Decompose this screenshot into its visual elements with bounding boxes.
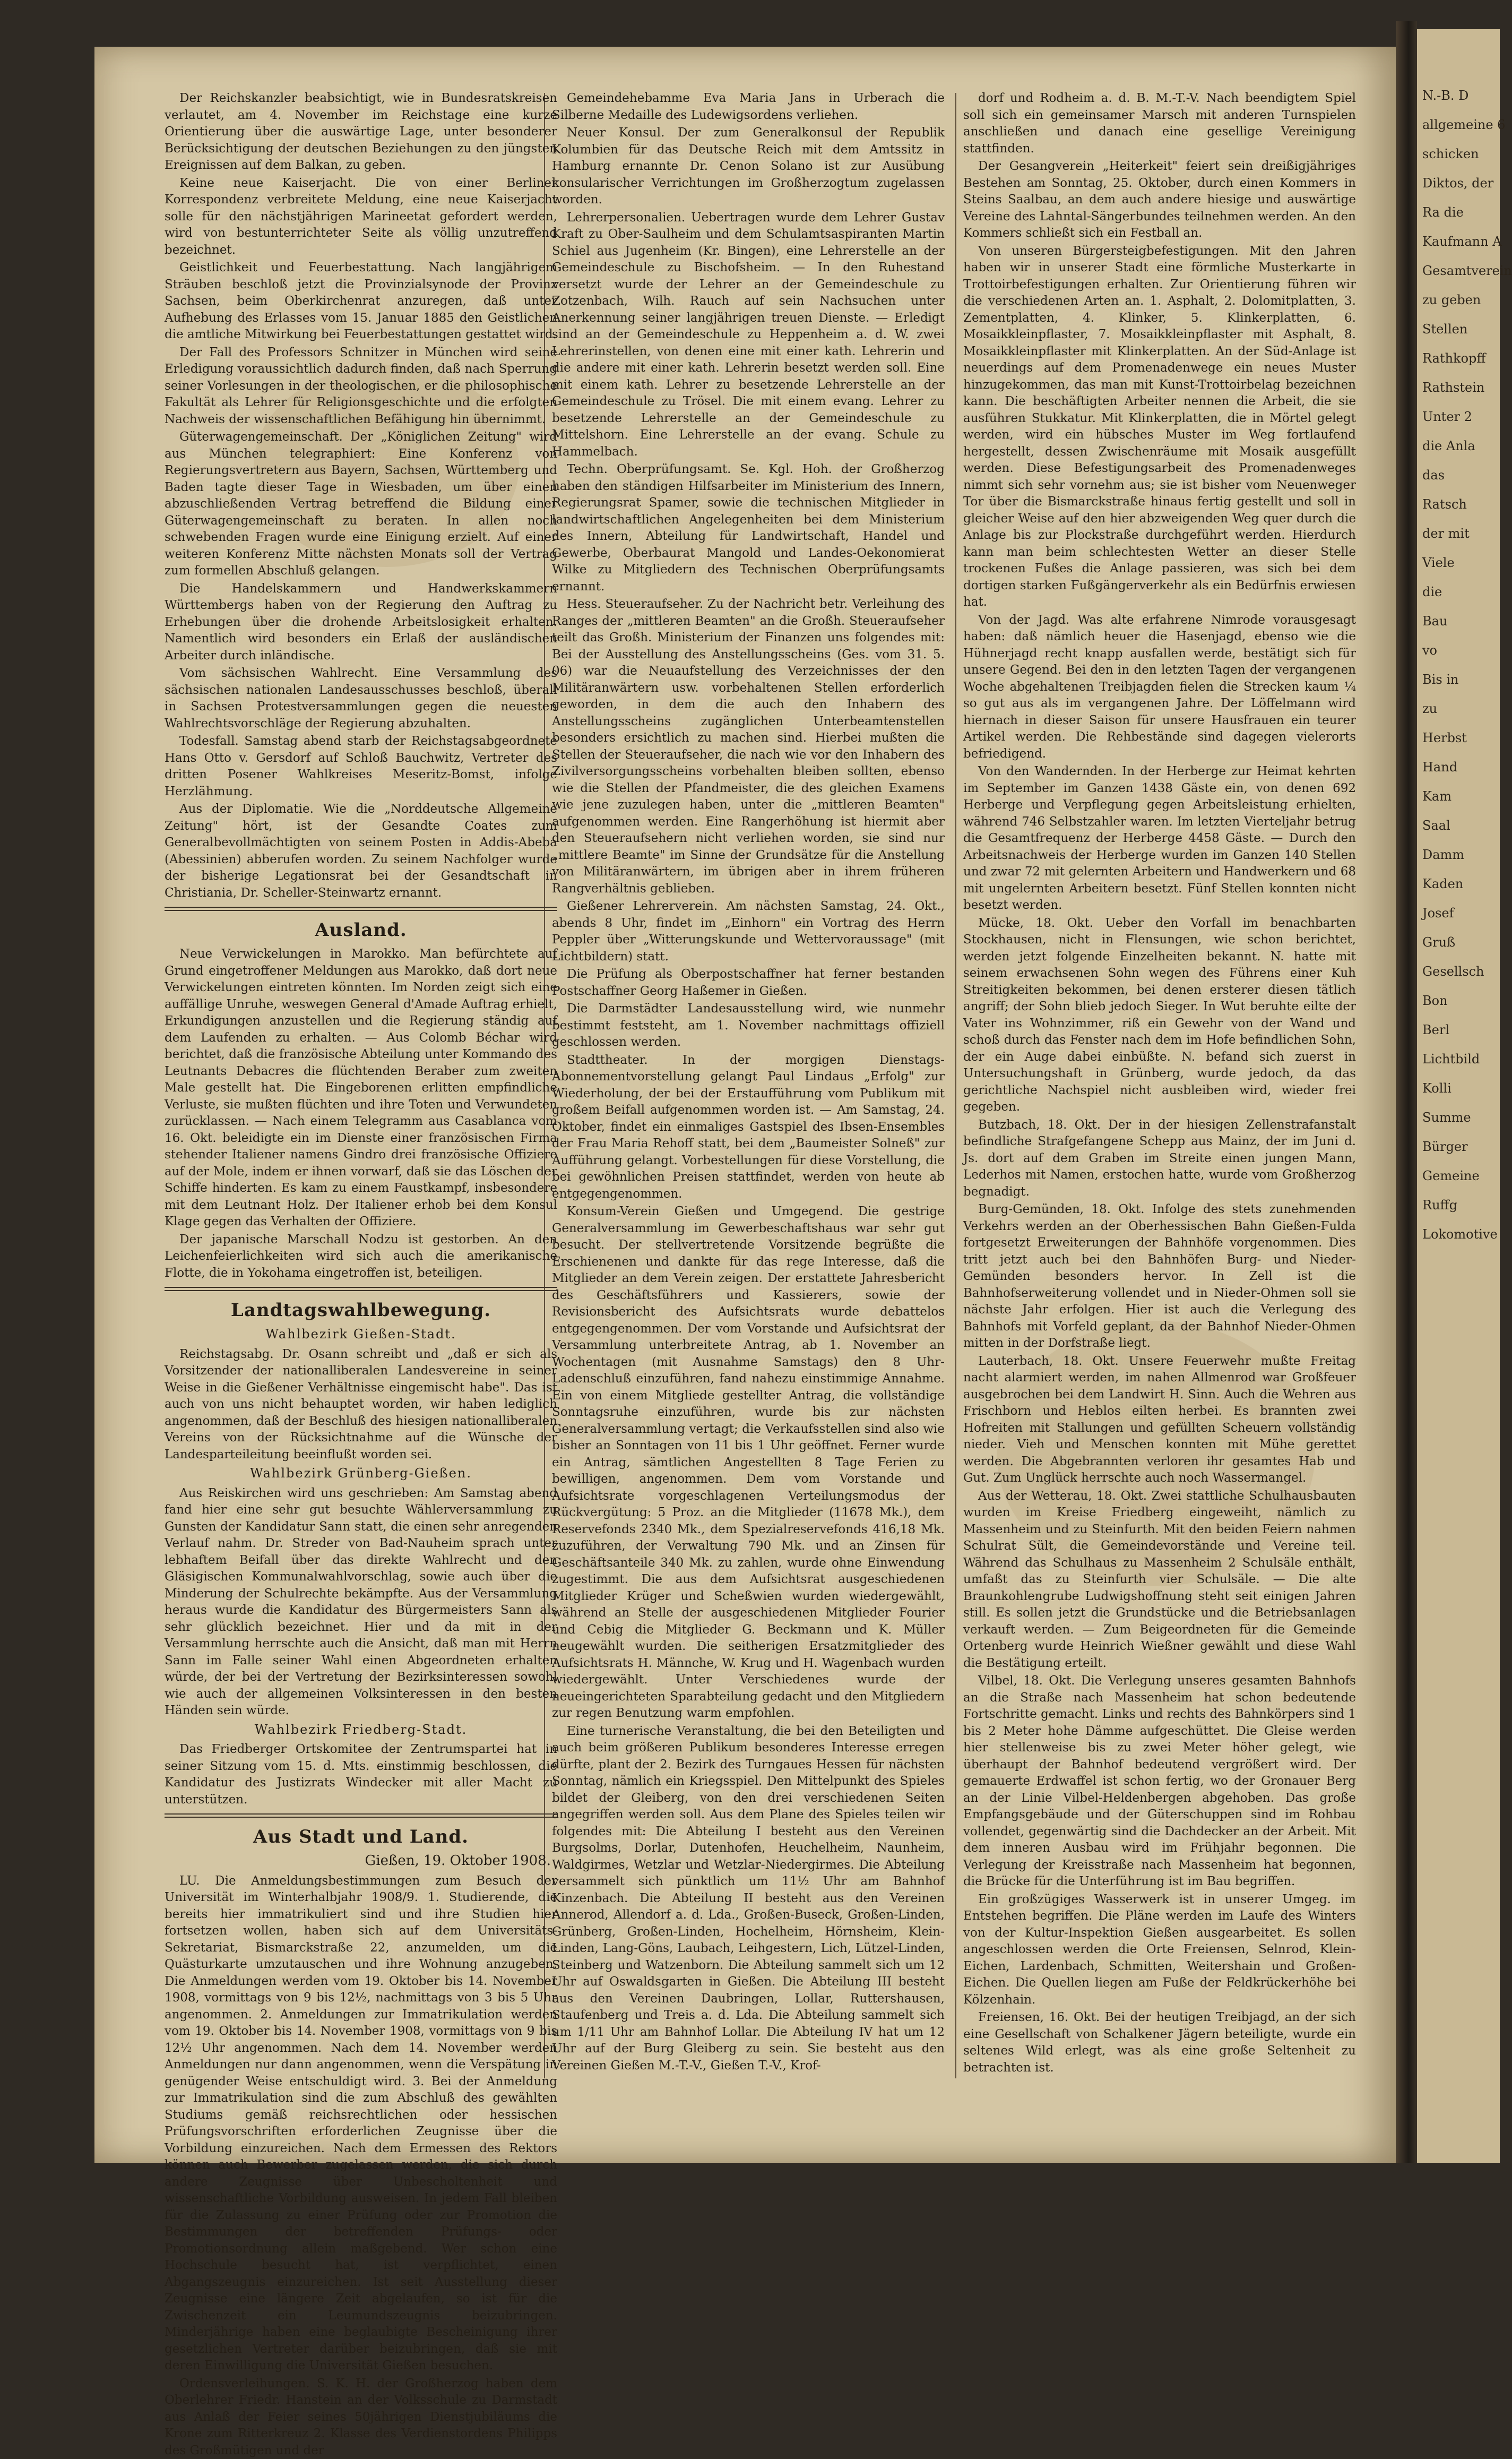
article-paragraph: Von unseren Bürgersteigbefestigungen. Mit den Jahren haben wir in unserer Stadt eine förmliche Musterkarte in Trottoirbefestigungen erhalten. Zur Orientierung führen wir die verschiedenen Arten an. 1. Asphalt, 2. Dolomitplatten, 3. Zementplatten, 4. Klinker, 5. Klinkerplatten, 6. Mosaikkleinpflaster, 7. Mosaikkleinpflaster mit Asphalt, 8. Mosaikkleinpflaster mit Klinkerplatten. An der Süd-Anlage ist neuerdings auf dem Promenadenwege ein neues Muster hinzugekommen, das man mit Kunst-Trottoirbelag bezeichnen kann. Die beschäftigten Arbeiter nennen die Arbeit, die sie ausführen Stukkatur. Mit Klinkerplatten, die in Mörtel gelegt werden, wird ein hübsches Muster im Weg fortlaufend hergestellt, dessen Zwischenräume mit Mosaik ausgefüllt werden. Diese Befestigungsarbeit des Promenadenweges nimmt sich sehr vornehm aus; sie ist bisher vom Neuenweger Tor über die Bismarckstraße hinaus fertig gestellt und soll in gleicher Weise auf den hier abzweigenden Weg quer durch die Anlage bis zur Plockstraße durchgeführt werden. Hierdurch kann man beim schlechtesten Wetter an dieser Stelle trockenen Fußes die Anlage passieren, was sich bei dem dortigen starken Fußgängerverkehr als ein Bedürfnis erwiesen hat. <box>963 243 1356 611</box>
facing-page-fragment: Ra die <box>1417 204 1500 221</box>
facing-page-fragment: das <box>1417 467 1500 484</box>
facing-page-fragment: allgemeine 6 <box>1417 117 1500 133</box>
article-paragraph: Mücke, 18. Okt. Ueber den Vorfall im benachbarten Stockhausen, nicht in Flensungen, wie schon berichtet, werden jetzt folgende Einzelheiten bekannt. N. hatte mit seinem erwachsenen Sohn wegen des Führens einer Kuh Streitigkeiten bekommen, bei denen ersterer diesen tätlich angriff; der Sohn blieb jedoch Sieger. In Wut beruhte eilte der Vater ins Wohnzimmer, riß ein Gewehr von der Wand und schoß durch das Fenster nach dem im Hofe befindlichen Sohn, der ein Auge dabei einbüßte. N. befand sich zuerst in Untersuchungshaft in Grünberg, wurde jedoch, da das gerichtliche Nachspiel nicht ausbleiben wird, wieder frei gegeben. <box>963 915 1356 1116</box>
article-paragraph: Vom sächsischen Wahlrecht. Eine Versammlung des sächsischen nationalen Landesausschusses beschloß, überall in Sachsen Protestversammlungen gegen die neuesten Wahlrechtsvorschläge der Regierung abzuhalten. <box>165 665 557 732</box>
facing-page-fragment: Ruffg <box>1417 1197 1500 1214</box>
article-paragraph: Gießener Lehrerverein. Am nächsten Samstag, 24. Okt., abends 8 Uhr, findet im „Einhorn" ein Vortrag des Herrn Peppler über „Witterungskunde und Wettervoraussage" (mit Lichtbildern) statt. <box>552 898 945 965</box>
facing-page-fragment: Berl <box>1417 1022 1500 1038</box>
section-heading-landtagswahl: Landtagswahlbewegung. <box>165 1299 557 1322</box>
facing-page-fragment: N.-B. D <box>1417 88 1500 104</box>
facing-page-fragment: Kaden <box>1417 876 1500 892</box>
facing-page-fragment: die <box>1417 584 1500 600</box>
facing-page-fragment: Diktos, der <box>1417 175 1500 192</box>
facing-page-fragment: Rathstein <box>1417 380 1500 396</box>
facing-page-fragment: Gesamtverein <box>1417 263 1500 279</box>
facing-page-fragment: Bon <box>1417 993 1500 1009</box>
article-paragraph: Neuer Konsul. Der zum Generalkonsul der Republik Kolumbien für das Deutsche Reich mit dem Amtssitz in Hamburg ernannte Dr. Cenon Solano ist zur Ausübung konsularischer Verrichtungen im Großherzogtum zugelassen worden. <box>552 125 945 209</box>
facing-page-fragment: Kam <box>1417 788 1500 805</box>
article-paragraph: Gemeindehebamme Eva Maria Jans in Urberach die Silberne Medaille des Ludewigsordens verliehen. <box>552 90 945 124</box>
subheading: Wahlbezirk Gießen-Stadt. <box>165 1326 557 1343</box>
facing-page-fragment: Gemeine <box>1417 1168 1500 1184</box>
article-paragraph: Der japanische Marschall Nodzu ist gestorben. An den Leichenfeierlichkeiten wird sich auch die amerikanische Flotte, die in Yokohama eingetroffen ist, beteiligen. <box>165 1232 557 1282</box>
subheading: Wahlbezirk Friedberg-Stadt. <box>165 1722 557 1739</box>
article-paragraph: Geistlichkeit und Feuerbestattung. Nach langjährigem Sträuben beschloß jetzt die Provinzialsynode der Provinz Sachsen, beim Oberkirchenrat anzuregen, daß unter Aufhebung des Erlasses vom 15. Januar 1885 den Geistlichen die amtliche Mitwirkung bei Feuerbestattungen gestattet wird. <box>165 260 557 343</box>
article-paragraph: Todesfall. Samstag abend starb der Reichstagsabgeordnete Hans Otto v. Gersdorf auf Schloß Bauchwitz, Vertreter des dritten Posener Wahlkreises Meseritz-Bomst, infolge Herzlähmung. <box>165 733 557 800</box>
article-paragraph: Von den Wandernden. In der Herberge zur Heimat kehrten im September im Ganzen 1438 Gäste ein, von denen 692 Herberge und Verpflegung gegen Arbeitsleistung erhielten, während 746 Selbstzahler waren. Im letzten Vierteljahr betrug die Gesamtfrequenz der Herberge 4458 Gäste. — Durch den Arbeitsnachweis der Herberge wurden im Ganzen 140 Stellen und zwar 72 mit gelernten Arbeitern und Handwerkern und 68 mit ungelernten Arbeitern besetzt. Fünf Stellen konnten nicht besetzt werden. <box>963 763 1356 914</box>
article-paragraph: Aus der Diplomatie. Wie die „Norddeutsche Allgemeine Zeitung" hört, ist der Gesandte Coates zum Generalbevollmächtigten von seinem Posten in Addis-Abeba (Abessinien) abberufen worden. Zu seinem Nachfolger wurde der bisherige Legationsrat bei der Gesandtschaft in Christiania, Dr. Scheller-Steinwartz ernannt. <box>165 801 557 901</box>
article-paragraph: Ein großzügiges Wasserwerk ist in unserer Umgeg. im Entstehen begriffen. Die Pläne werden im Laufe des Winters von der Kultur-Inspektion Gießen ausgearbeitet. Es sollen angeschlossen werden die Orte Freiensen, Selnrod, Klein-Eichen, Lardenbach, Schmitten, Weitershain und Großen-Eichen. Die Quellen liegen am Fuße der Feldkrückerhöhe bei Kölzenhain. <box>963 1891 1356 2009</box>
facing-page-fragment: vo <box>1417 642 1500 659</box>
article-paragraph: Butzbach, 18. Okt. Der in der hiesigen Zellenstrafanstalt befindliche Strafgefangene Schepp aus Mainz, der im Juni d. Js. dort auf dem Graben im Streite einen jungen Mann, Lederhos mit Namen, erstochen hatte, wurde vom Großherzog begnadigt. <box>963 1117 1356 1201</box>
article-paragraph: Der Gesangverein „Heiterkeit" feiert sein dreißigjähriges Bestehen am Sonntag, 25. Oktober, durch einen Kommers in Steins Saalbau, an dem auch andere hiesige und auswärtige Vereine des Lahntal-Sängerbundes teilnehmen werden. An den Kommers schließt sich ein Festball an. <box>963 158 1356 242</box>
facing-page-fragment: der mit <box>1417 526 1500 542</box>
article-paragraph: Lehrerpersonalien. Uebertragen wurde dem Lehrer Gustav Kraft zu Ober-Saulheim und dem Schulamtsaspiranten Martin Schiel aus Jugenheim (Kr. Bingen), eine Lehrerstelle an der Gemeindeschule zu Bischofsheim. — In den Ruhestand versetzt wurde der Lehrer an der Gemeindeschule zu Zotzenbach, Wilh. Rauch auf sein Nachsuchen unter Anerkennung seiner langjährigen treuen Dienste. — Erledigt sind an der Gemeindeschule zu Heppenheim a. d. W. zwei Lehrerinstellen, von denen eine mit einer kath. Lehrerin und die andere mit einer kath. Lehrerin besetzt werden soll. Eine mit einem kath. Lehrer zu besetzende Lehrerstelle an der Gemeindeschule zu Trösel. Die mit einem evang. Lehrer zu besetzende Lehrerstelle an der Gemeindeschule zu Mittelshorn. Eine Lehrerstelle an der evang. Schule zu Hammelbach. <box>552 210 945 461</box>
article-paragraph: Konsum-Verein Gießen und Umgegend. Die gestrige Generalversammlung im Gewerbeschaftshaus war sehr gut besucht. Der stellvertretende Vorsitzende begrüßte die Erschienenen und dankte für das rege Interesse, daß die Mitglieder an dem Verein zeigen. Der erstattete Jahresbericht des Geschäftsführers und Kassierers, sowie der Revisionsbericht des Aufsichtsrats wurde debattelos entgegengenommen. Der vom Vorstande und Aufsichtsrat der Versammlung unterbreitete Antrag, ab 1. November an Wochentagen (mit Ausnahme Samstags) den 8 Uhr-Ladenschluß einzuführen, fand nahezu einstimmige Annahme. Ein von einem Mitgliede gestellter Antrag, die vollständige Sonntagsruhe einzuführen, wurde bis zur nächsten Generalversammlung vertagt; die Verkaufsstellen sind also wie bisher an Sonntagen von 11 bis 1 Uhr geöffnet. Ferner wurde ein Antrag, sämtlichen Angestellten 8 Tage Ferien zu bewilligen, angenommen. Dem vom Vorstande und Aufsichtsrate vorgeschlagenen Verteilungsmodus der Rückvergütung: 5 Proz. an die Mitglieder (11678 Mk.), dem Reservefonds 2340 Mk., dem Spezialreservefonds 416,18 Mk. zuzuführen, der Verwaltung 790 Mk. und an Zinsen für Geschäftsanteile 340 Mk. zu zahlen, wurde ohne Einwendung zugestimmt. Die aus dem Aufsichtsrat ausgeschiedenen Mitglieder Krüger und Scheßwien wurden wiedergewählt, während an Stelle der ausgeschiedenen Mitglieder Fourier und Cebig die Mitglieder G. Beckmann und K. Müller neugewählt wurden. Die seitherigen Ersatzmitglieder des Aufsichtsrats H. Männche, W. Krug und H. Wagenbach wurden wiedergewählt. Unter Verschiedenes wurde der neueingerichteten Sparabteilung gedacht und den Mitgliedern zur regen Benutzung warm empfohlen. <box>552 1203 945 1722</box>
article-paragraph: Aus Reiskirchen wird uns geschrieben: Am Samstag abend fand hier eine sehr gut besuchte Wählerversammlung zu Gunsten der Kandidatur Sann statt, die einen sehr anregenden Verlauf nahm. Dr. Streder von Bad-Nauheim sprach unter lebhaftem Beifall über das direkte Wahlrecht und den Gläsigischen Kommunalwahlvorschlag, sowie auch über die Minderung der Schulrechte bekämpfte. Aus der Versammlung heraus wurde die Kandidatur des Bürgermeisters Sann als sehr glücklich bezeichnet. Hier und da mit in der Versammlung herrschte auch die Ansicht, daß man mit Herrn Sann im Falle seiner Wahl einen Abgeordneten erhalten würde, der bei der Vertretung der Bezirksinteressen sowohl wie auch der allgemeinen Volksinteressen in den besten Händen sein würde. <box>165 1485 557 1719</box>
page-fold <box>1396 21 1417 2163</box>
facing-page-fragment: Lokomotive <box>1417 1226 1500 1243</box>
facing-page-fragment: Rathkopff <box>1417 350 1500 367</box>
article-paragraph: Güterwagengemeinschaft. Der „Königlichen Zeitung" wird aus München telegraphiert: Eine Konferenz von Regierungsvertretern aus Bayern, Sachsen, Württemberg und Baden tagte dieser Tage in Wiesbaden, um über einen abzuschließenden Vertrag betreffend die Bildung einer Güterwagengemeinschaft zu beraten. In allen noch schwebenden Fragen wurde eine Einigung erzielt. Auf einer weiteren Konferenz Mitte nächsten Monats soll der Vertrag zum formellen Abschluß gelangen. <box>165 429 557 580</box>
section-heading-ausland: Ausland. <box>165 918 557 942</box>
facing-page-fragment: die Anla <box>1417 438 1500 454</box>
section-heading-stadt-und-land: Aus Stadt und Land. <box>165 1825 557 1848</box>
facing-page-fragment: Bis in <box>1417 672 1500 688</box>
article-paragraph: Der Reichskanzler beabsichtigt, wie in Bundesratskreisen verlautet, am 4. November im Reichstage eine kurze Orientierung über die auswärtige Lage, unter besonderer Berücksichtigung der deutschen Beziehungen zu den jüngsten Ereignissen auf dem Balkan, zu geben. <box>165 90 557 174</box>
article-paragraph: Hess. Steueraufseher. Zu der Nachricht betr. Verleihung des Ranges der „mittleren Beamten" an die Großh. Steueraufseher teilt das Großh. Ministerium der Finanzen uns folgendes mit: Bei der Ausstellung des Anstellungsscheins (Ges. vom 31. 5. 06) war die Neuaufstellung des Verzeichnisses der den Militäranwärtern usw. vorbehaltenen Stellen erforderlich geworden, in dem die auch den Inhabern des Anstellungsscheins zugänglichen Unterbeamtenstellen besonders ersichtlich zu machen sind. Hierbei mußten die Stellen der Steueraufseher, die nach wie vor den Inhabern des Zivilversorgungsscheins vorbehalten bleiben sollten, ebenso wie die Stellen der Pfandmeister, die des gleichen Examens wie jene zuzulegen haben, unter die „mittleren Beamten" aufgenommen werden. Eine Rangerhöhung ist hiermit aber den Steueraufsehern nicht verliehen worden, sie sind nur „mittlere Beamte" im Sinne der Grundsätze für die Anstellung von Militäranwärtern, im übrigen aber in ihrem früheren Rangverhältnis geblieben. <box>552 596 945 897</box>
facing-page-fragment: Herbst <box>1417 730 1500 746</box>
facing-page-fragment: zu geben <box>1417 292 1500 308</box>
facing-page-fragment: Unter 2 <box>1417 409 1500 425</box>
facing-page-fragment: Saal <box>1417 818 1500 834</box>
article-paragraph: dorf und Rodheim a. d. B. M.-T.-V. Nach beendigtem Spiel soll sich ein gemeinsamer Marsch mit anderen Turnspielen anschließen und danach eine gesellige Vereinigung stattfinden. <box>963 90 1356 157</box>
facing-page-fragment: Bürger <box>1417 1139 1500 1155</box>
facing-page-fragment: zu <box>1417 701 1500 717</box>
article-paragraph: Lauterbach, 18. Okt. Unsere Feuerwehr mußte Freitag nacht alarmiert werden, im nahen Allmenrod war Großfeuer ausgebrochen bei dem Landwirt H. Sinn. Auch die Wehren aus Frischborn und Heblos eilten herbei. Es brannten zwei Hofreiten mit Stallungen und gefüllten Scheuern vollständig nieder. Vieh und Menschen konnten mit Mühe gerettet werden. Die Abgebrannten verloren ihr gesamtes Hab und Gut. Zum Unglück herrschte auch noch Wassermangel. <box>963 1353 1356 1487</box>
column-1 <box>165 90 557 2086</box>
article-paragraph: Ordensverleihungen. S. K. H. der Großherzog haben dem Oberlehrer Friedr. Hanstein an der Volksschule zu Darmstadt aus Anlaß der Feier seines 50jährigen Dienstjubiläums die Krone zum Ritterkreuz 2. Klasse des Verdienstordens Philipps des Großmütigen und der <box>165 2376 557 2459</box>
article-paragraph: Vilbel, 18. Okt. Die Verlegung unseres gesamten Bahnhofs an die Straße nach Massenheim hat schon bedeutende Fortschritte gemacht. Links und rechts des Bahnkörpers sind 1 bis 2 Meter hohe Dämme aufgeschüttet. Die Gleise werden hier stellenweise bis zu zwei Meter höher gelegt, wie überhaupt der Bahnhof bedeutend vergrößert wird. Der gemauerte Erdwaffel ist schon fertig, wo der Gronauer Berg an der Linie Vilbel-Heldenbergen abgehoben. Das große Empfangsgebäude und der Güterschuppen sind im Rohbau vollendet, gegenwärtig sind die Dachdecker an der Arbeit. Mit dem inneren Ausbau wird im Frühjahr begonnen. Die Verlegung der Kreisstraße nach Massenheim hat begonnen, die Brücke für die Unterführung ist im Bau begriffen. <box>963 1673 1356 1890</box>
article-paragraph: Der Fall des Professors Schnitzer in München wird seine Erledigung voraussichtlich dadurch finden, daß nach Sperrung seiner Vorlesungen in der theologischen, er die philosophische Fakultät als Lehrer für Religionsgeschichte und die erfolgten Nachweis der wissenschaftlichen Befähigung hin übernimmt. <box>165 345 557 428</box>
article-paragraph: LU. Die Anmeldungsbestimmungen zum Besuch der Universität im Winterhalbjahr 1908/9. 1. Studierende, die bereits hier immatrikuliert sind und ihre Studien hier fortsetzen wollen, haben sich auf dem Universitäts-Sekretariat, Bismarckstraße 22, anzumelden, um die Quästurkarte umzutauschen und ihre Wohnung anzugeben. Die Anmeldungen werden vom 19. Oktober bis 14. November 1908, vormittags von 9 bis 12½, nachmittags von 3 bis 5 Uhr angenommen. 2. Anmeldungen zur Immatrikulation werden vom 19. Oktober bis 14. November 1908, vormittags von 9 bis 12½ Uhr angenommen. Nach dem 14. November werden Anmeldungen nur dann angenommen, wenn die Verspätung in genügender Weise entschuldigt wird. 3. Bei der Anmeldung zur Immatrikulation sind die zum Abschluß des gewählten Studiums gemäß reichsrechtlichen oder hessischen Prüfungsvorschriften erforderlichen Zeugnisse über die Vorbildung einzureichen. Nach dem Ermessen des Rektors können auch Bewerber zugelassen werden, die sich durch andere Zeugnisse über Unbescholtenheit und wissenschaftliche Vorbildung ausweisen. In jedem Fall bleiben für die Zulassung zu einer Prüfung oder zur Promotion die Bestimmungen der betreffenden Prüfungs- oder Promotionsordnung allein maßgebend. Wer schon eine Hochschule besucht hat, ist verpflichtet, einen Abgangszeugnis einzureichen. Ist seit Ausstellung dieser Zeugnisse eine längere Zeit abgelaufen, so ist für die Zwischenzeit ein Leumundszeugnis beizubringen. Minderjährige haben eine beglaubigte Bescheinigung ihrer gesetzlichen Vertreter darüber beizubringen, daß sie mit deren Einwilligung die Universität Gießen besuchen. <box>165 1873 557 2375</box>
facing-page-fragment: Viele <box>1417 555 1500 571</box>
facing-page-fragment: Summe <box>1417 1110 1500 1126</box>
facing-page-fragment: Kaufmann A <box>1417 234 1500 250</box>
subheading: Wahlbezirk Grünberg-Gießen. <box>165 1465 557 1482</box>
article-paragraph: Das Friedberger Ortskomitee der Zentrumspartei hat in seiner Sitzung vom 15. d. Mts. einstimmig beschlossen, die Kandidatur des Justizrats Windecker mit aller Macht zu unterstützen. <box>165 1741 557 1808</box>
article-paragraph: Neue Verwickelungen in Marokko. Man befürchtete auf Grund eingetroffener Meldungen aus Marokko, daß dort neue Verwickelungen eintreten könnten. Im Norden zeigt sich eine auffällige Unruhe, weswegen General d'Amade Auftrag erhielt, Erkundigungen anzustellen und die Regierung ständig auf dem Laufenden zu erhalten. — Aus Colomb Béchar wird berichtet, daß die französische Abteilung unter Kommando des Leutnants Debacres die flüchtenden Beraber zum zweiten Male gestellt hat. Die Eingeborenen erlitten empfindliche Verluste, sie mußten flüchten und ihre Toten und Verwundeten zurücklassen. — Nach einem Telegramm aus Casablanca vom 16. Okt. beleidigte ein im Dienste einer französischen Firma stehender Italiener namens Gindro drei französische Offiziere auf der Mole, indem er ihnen vorwarf, daß sie das Löschen der Schiffe hinderten. Es kam zu einem Faustkampf, insbesondere mit dem Leutnant Holz. Der Italiener erhob bei dem Konsul Klage gegen das Verhalten der Offiziere. <box>165 946 557 1231</box>
facing-page-edge <box>1417 29 1500 2163</box>
article-paragraph: Die Prüfung als Oberpostschaffner hat ferner bestanden Postschaffner Georg Haßemer in Gießen. <box>552 966 945 1000</box>
facing-page-fragment: schicken <box>1417 146 1500 162</box>
facing-page-fragment: Bau <box>1417 613 1500 630</box>
article-paragraph: Reichstagsabg. Dr. Osann schreibt und „daß er sich als Vorsitzender der nationalliberalen Landesvereine in seiner Weise in die Gießener Verhältnisse eingemischt habe". Das ist auch von uns nicht behauptet worden, wir haben lediglich angenommen, daß der Beschluß des hiesigen nationalliberalen Vereins von der Rücksichtnahme auf die Wünsche der Landesparteileitung beeinflußt worden sei. <box>165 1346 557 1464</box>
facing-page-fragment: Stellen <box>1417 321 1500 338</box>
section-divider <box>165 907 557 911</box>
article-paragraph: Aus der Wetterau, 18. Okt. Zwei stattliche Schulhausbauten wurden im Kreise Friedberg eingeweiht, nämlich zu Massenheim und zu Steinfurth. Mit den beiden Feiern nahmen Schulrat Sült, die Gemeindevorstände und Vereine teil. Während das Schulhaus zu Massenheim 2 Schulsäle enthält, umfaßt das zu Steinfurth vier Schulsäle. — Die alte Braunkohlengrube Ludwigshoffnung steht seit einigen Jahren still. Es sollen jetzt die Grundstücke und die Betriebsanlagen verkauft werden. — Zum Beigeordneten für die Gemeinde Ortenberg wurde Heinrich Wießner gewählt und diese Wahl die Bestätigung erteilt. <box>963 1488 1356 1672</box>
column-2 <box>552 90 945 2086</box>
facing-page-fragment: Hand <box>1417 759 1500 776</box>
section-divider <box>165 1287 557 1291</box>
article-paragraph: Keine neue Kaiserjacht. Die von einer Berliner Korrespondenz verbreitete Meldung, eine neue Kaiserjacht solle für den nächstjährigen Marineetat gefordert werden, wird von bestunterrichteter Seite als völlig unzutreffend bezeichnet. <box>165 175 557 259</box>
article-paragraph: Stadttheater. In der morgigen Dienstags-Abonnementvorstellung gelangt Paul Lindaus „Erfolg" zur Wiederholung, der bei der Erstaufführung vom Publikum mit großem Beifall aufgenommen worden ist. — Am Samstag, 24. Oktober, findet ein einmaliges Gastspiel des Ibsen-Ensembles der Frau Maria Rehoff statt, bei dem „Baumeister Solneß" zur Aufführung gelangt. Vorbestellungen für diese Vorstellung, die bei gewöhnlichen Preisen stattfindet, werden von heute ab entgegengenommen. <box>552 1052 945 1203</box>
article-paragraph: Freiensen, 16. Okt. Bei der heutigen Treibjagd, an der sich eine Gesellschaft von Schalkener Jägern beteiligte, wurde ein seltenes Wild erlegt, was als eine große Seltenheit zu betrachten ist. <box>963 2009 1356 2076</box>
facing-page-fragment: Damm <box>1417 847 1500 863</box>
article-paragraph: Die Darmstädter Landesausstellung wird, wie nunmehr bestimmt feststeht, am 1. November nachmittags offiziell geschlossen werden. <box>552 1001 945 1051</box>
facing-page-fragment: Gruß <box>1417 934 1500 951</box>
column-3 <box>963 90 1356 2086</box>
article-paragraph: Die Handelskammern und Handwerkskammern Württembergs haben von der Regierung den Auftrag zu Erhebungen über die drohende Arbeitslosigkeit erhalten. Namentlich wird besonders ein Erlaß der ausländischen Arbeiter durch inländische. <box>165 581 557 665</box>
article-paragraph: Eine turnerische Veranstaltung, die bei den Beteiligten und auch beim größeren Publikum besonderes Interesse erregen dürfte, plant der 2. Bezirk des Turngaues Hessen für nächsten Sonntag, nämlich ein Kriegsspiel. Den Mittelpunkt des Spieles bildet der Gleiberg, von den drei verschiedenen Seiten angegriffen werden soll. Aus dem Plane des Spieles teilen wir folgendes mit: Die Abteilung I besteht aus den Vereinen Burgsolms, Dorlar, Dutenhofen, Heuchelheim, Naunheim, Waldgirmes, Wetzlar und Wetzlar-Niedergirmes. Die Abteilung versammelt sich pünktlich um 11½ Uhr am Bahnhof Kinzenbach. Die Abteilung II besteht aus den Vereinen Annerod, Allendorf a. d. Lda., Großen-Buseck, Großen-Linden, Grünberg, Großen-Linden, Hochelheim, Hörnsheim, Klein-Linden, Lang-Göns, Laubach, Leihgestern, Lich, Lützel-Linden, Steinberg und Watzenborn. Die Abteilung sammelt sich um 12 Uhr auf Oswaldsgarten in Gießen. Die Abteilung III besteht aus den Vereinen Daubringen, Lollar, Ruttershausen, Staufenberg und Treis a. d. Lda. Die Abteilung sammelt sich um 1/11 Uhr am Bahnhof Lollar. Die Abteilung IV hat um 12 Uhr auf der Burg Gleiberg zu sein. Sie besteht aus den Vereinen Gießen M.-T.-V., Gießen T.-V., Krof- <box>552 1723 945 2075</box>
facing-page-fragment: Kolli <box>1417 1080 1500 1097</box>
article-paragraph: Burg-Gemünden, 18. Okt. Infolge des stets zunehmenden Verkehrs werden an der Oberhessischen Bahn Gießen-Fulda fortgesetzt Erweiterungen der Bahnhöfe vorgenommen. Dies tritt jetzt auch bei den Bahnhöfen Burg- und Nieder-Gemünden besonders hervor. In Zell ist die Bahnhofserweiterung vollendet und in Nieder-Ohmen soll sie nächste Jahr erfolgen. Hier ist auch die Verlegung des Bahnhofs mit Vorfeld geplant, da der Bahnhof Nieder-Ohmen mitten in der Dorfstraße liegt. <box>963 1201 1356 1352</box>
article-paragraph: Von der Jagd. Was alte erfahrene Nimrode vorausgesagt haben: daß nämlich heuer die Hasenjagd, ebenso wie die Hühnerjagd recht knapp ausfallen werde, bestätigt sich für unsere Gegend. Bei den in den letzten Tagen der vergangenen Woche abgehaltenen Treibjagden fielen die Strecken kaum ¼ so gut aus als im vergangenen Jahre. Der Löffelmann wird hiernach in dieser Saison für unsere Hausfrauen ein teurer Artikel werden. Die Rehbestände sind dagegen vielerorts befriedigend. <box>963 612 1356 763</box>
section-divider <box>165 1813 557 1818</box>
dateline: Gießen, 19. Oktober 1908. <box>165 1853 551 1870</box>
facing-page-fragment: Lichtbild <box>1417 1051 1500 1068</box>
facing-page-fragment: Ratsch <box>1417 496 1500 513</box>
facing-page-fragment: Josef <box>1417 905 1500 922</box>
article-paragraph: Techn. Oberprüfungsamt. Se. Kgl. Hoh. der Großherzog haben den ständigen Hilfsarbeiter im Ministerium des Innern, Regierungsrat Spamer, sowie die technischen Mitglieder in landwirtschaftlichen Angelegenheiten bei dem Ministerium des Innern, Abteilung für Landwirtschaft, Handel und Gewerbe, Oberbaurat Mangold und Landes-Oekonomierat Wilke zu Mitgliedern des Technischen Oberprüfungsamts ernannt. <box>552 461 945 595</box>
facing-page-fragment: Gesellsch <box>1417 964 1500 980</box>
column-rule <box>955 93 956 2078</box>
